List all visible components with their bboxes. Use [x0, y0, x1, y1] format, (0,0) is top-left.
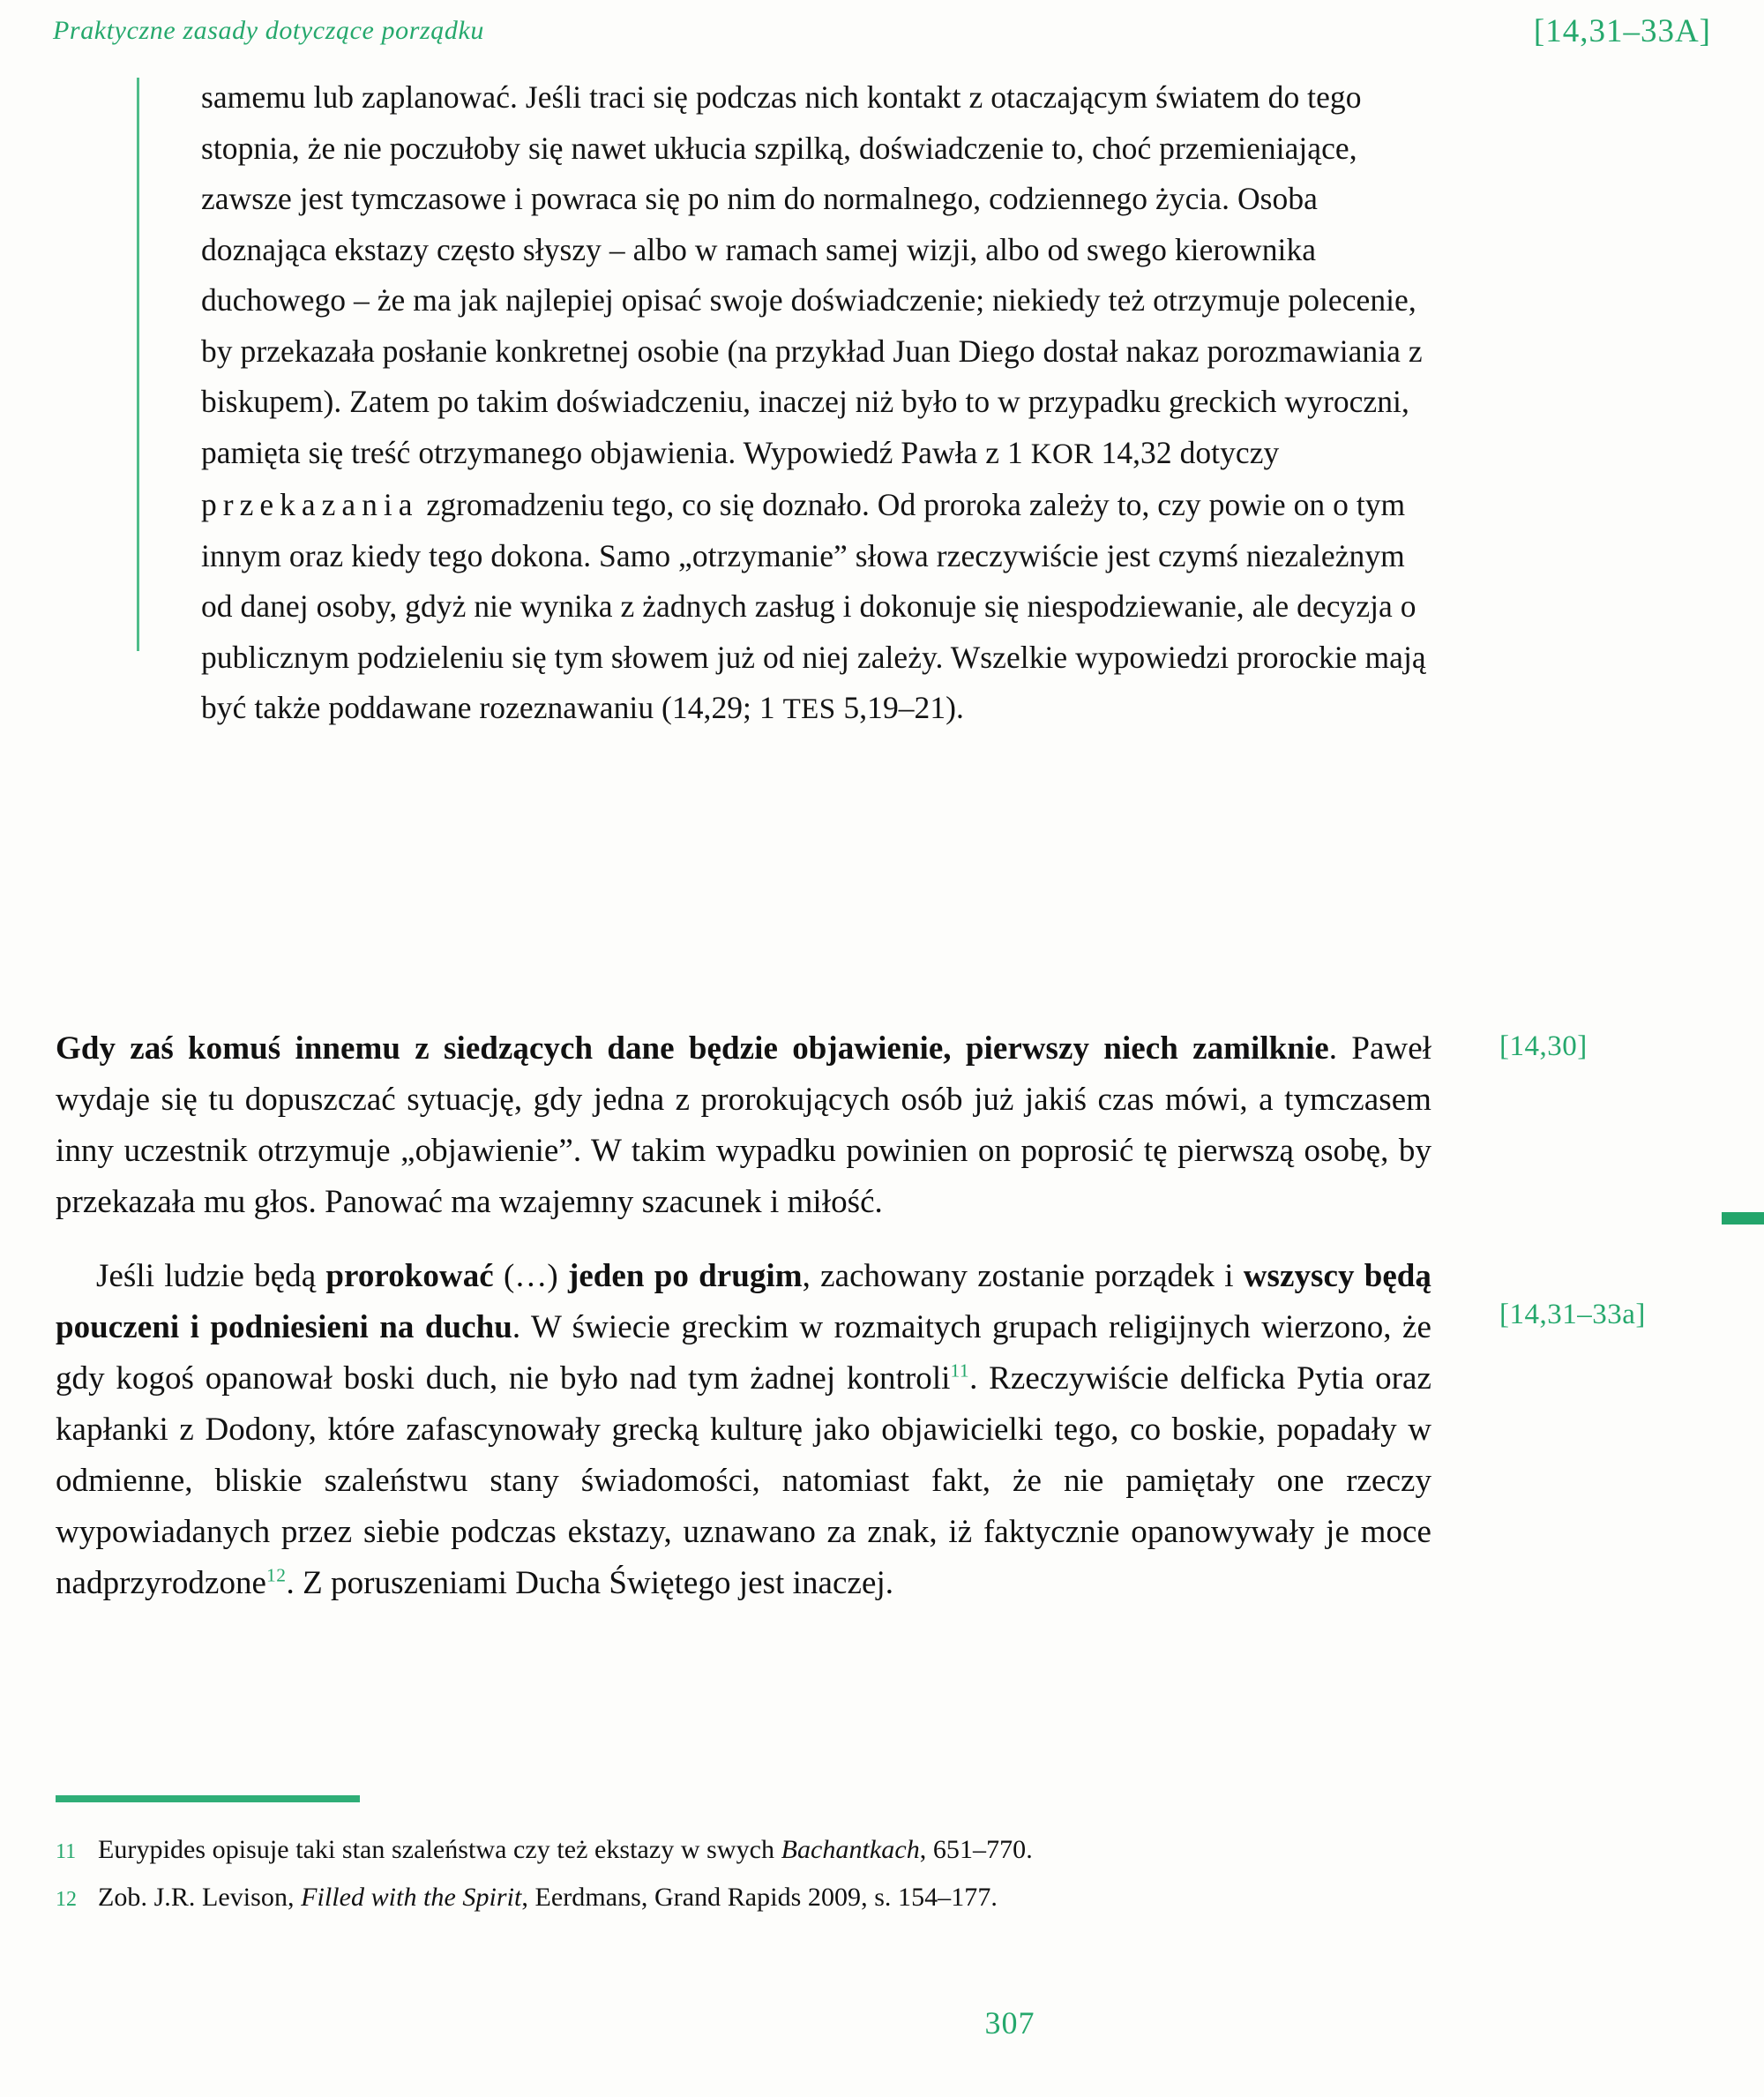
fn12-post: , Eerdmans, Grand Rapids 2009, s. 154–177.	[521, 1883, 998, 1912]
emphasis-tracked-przekazania: przekazania	[201, 487, 419, 522]
footnote-number-12: 12	[56, 1888, 77, 1911]
running-head-title: Praktyczne zasady dotyczące porządku	[53, 16, 484, 45]
p2-segment-1: Jeśli ludzie będą	[96, 1258, 326, 1294]
verse-lemma-bold-pouczeni: wszyscy będą pouczeni i podniesieni na duchu	[56, 1258, 1431, 1345]
scripture-abbrev-tes: TES	[782, 693, 836, 725]
footnote-separator-rule	[56, 1795, 360, 1802]
p2-segment-5: . Rzeczywiście delficka Pytia oraz kapłanki z Dodony, które zafascynowały grecką kulturę jako objawicielki tego, co boskie, popadały w odmienne, bliskie szaleństwu stany świadomości, natomiast fakt, że nie pamiętały one rzeczy wypowiadanych przez siebie podczas ekstazy, uznawano za znak, iż faktycznie opanowywały je moce nadprzyrodzone	[56, 1360, 1431, 1601]
quote-segment-4: 5,19–21).	[835, 690, 964, 725]
page-number-value: 307	[984, 2005, 1035, 2041]
margin-reference-14-30: [14,30]	[1499, 1030, 1588, 1062]
p2-segment-3: , zachowany zostanie porządek i	[802, 1258, 1244, 1294]
scripture-abbrev-kor: KOR	[1030, 438, 1094, 470]
quote-segment-1: samemu lub zaplanować. Jeśli traci się podczas nich kontakt z otaczającym światem do tego stopnia, że nie poczułoby się nawet ukłucia szpilką, doświadczenie to, choć przemieniające, zawsze jest tymczasowe i powraca się po nim do normalnego, codziennego życia. Osoba doznająca ekstazy często słyszy – albo w ramach samej wizji, albo od swego kierownika duchowego – że ma jak najlepiej opisać swoje doświadczenie; niekiedy też otrzymuje polecenie, by przekazała posłanie konkretnej osobie (na przykład Juan Diego dostał nakaz porozmawiania z biskupem). Zatem po takim doświadczeniu, inaczej niż było to w przypadku greckich wyroczni, pamięta się treść otrzymanego objawienia. Wypowiedź Pawła z 1	[201, 79, 1423, 470]
paragraph-14-31-33a	[56, 1251, 1431, 1609]
fn12-italic-title: Filled with the Spirit	[301, 1883, 522, 1912]
footnote-marker-12[interactable]: 12	[266, 1564, 287, 1586]
footnote-text-12	[98, 1875, 1431, 1921]
body-column	[56, 1023, 1431, 1609]
page-number	[0, 2004, 1764, 2041]
p2-segment-2: (…)	[493, 1258, 568, 1294]
fn11-italic-title: Bachantkach	[781, 1835, 920, 1864]
footnote-text-11	[98, 1827, 1431, 1873]
running-head	[53, 12, 1711, 60]
footnote-marker-11[interactable]: 11	[950, 1359, 970, 1382]
indented-commentary-text	[201, 72, 1431, 736]
quote-segment-2: 14,32 dotyczy	[1093, 434, 1280, 470]
p2-segment-4: . W świecie greckim w rozmaitych grupach religijnych wierzono, że gdy kogoś opanował boski duch, nie było nad tym żadnej kontroli	[56, 1309, 1431, 1397]
fn12-pre: Zob. J.R. Levison,	[98, 1883, 302, 1912]
margin-reference-14-31-33a: [14,31–33a]	[1499, 1299, 1646, 1330]
fn11-pre: Eurypides opisuje taki stan szaleństwa czy też ekstazy w swych	[98, 1835, 781, 1864]
verse-lemma-bold-prorokowac: prorokować	[325, 1258, 494, 1294]
footnote-item	[56, 1827, 1431, 1875]
green-vertical-rule	[137, 78, 139, 651]
p2-segment-6: . Z poruszeniami Ducha Świętego jest inaczej.	[286, 1565, 894, 1601]
verse-lemma-bold-1: Gdy zaś komuś innemu z siedzących dane będzie objawienie, pierwszy niech zamilknie	[56, 1030, 1329, 1067]
footnote-area	[56, 1795, 1431, 1922]
fn11-post: , 651–770.	[919, 1835, 1033, 1864]
verse-lemma-bold-jeden-po-drugim: jeden po drugim	[567, 1258, 803, 1294]
running-head-reference: [14,31–33A]	[1533, 13, 1711, 49]
footnote-item	[56, 1875, 1431, 1922]
edge-thumb-tab-marker	[1722, 1212, 1764, 1224]
indented-commentary-block	[201, 72, 1431, 736]
paragraph-14-30-text: . Paweł wydaje się tu dopuszczać sytuację, gdy jedna z prorokujących osób już jakiś czas mówi, a tymczasem inny uczestnik otrzymuje „objawienie”. W takim wypadku powinien on poprosić tę pierwszą osobę, by przekazała mu głos. Panować ma wzajemny szacunek i miłość.	[56, 1030, 1431, 1220]
footnote-number-11: 11	[56, 1840, 77, 1863]
paragraph-14-30	[56, 1023, 1431, 1228]
quote-segment-3: zgromadzeniu tego, co się doznało. Od proroka zależy to, czy powie on o tym innym oraz kiedy tego dokona. Samo „otrzymanie” słowa rzeczywiście jest czymś niezależnym od danej osoby, gdyż nie wynika z żadnych zasług i dokonuje się niespodziewanie, ale decyzja o publicznym podzieleniu się tym słowem już od niej zależy. Wszelkie wypowiedzi prorockie mają być także poddawane rozeznawaniu (14,29; 1	[201, 487, 1426, 725]
